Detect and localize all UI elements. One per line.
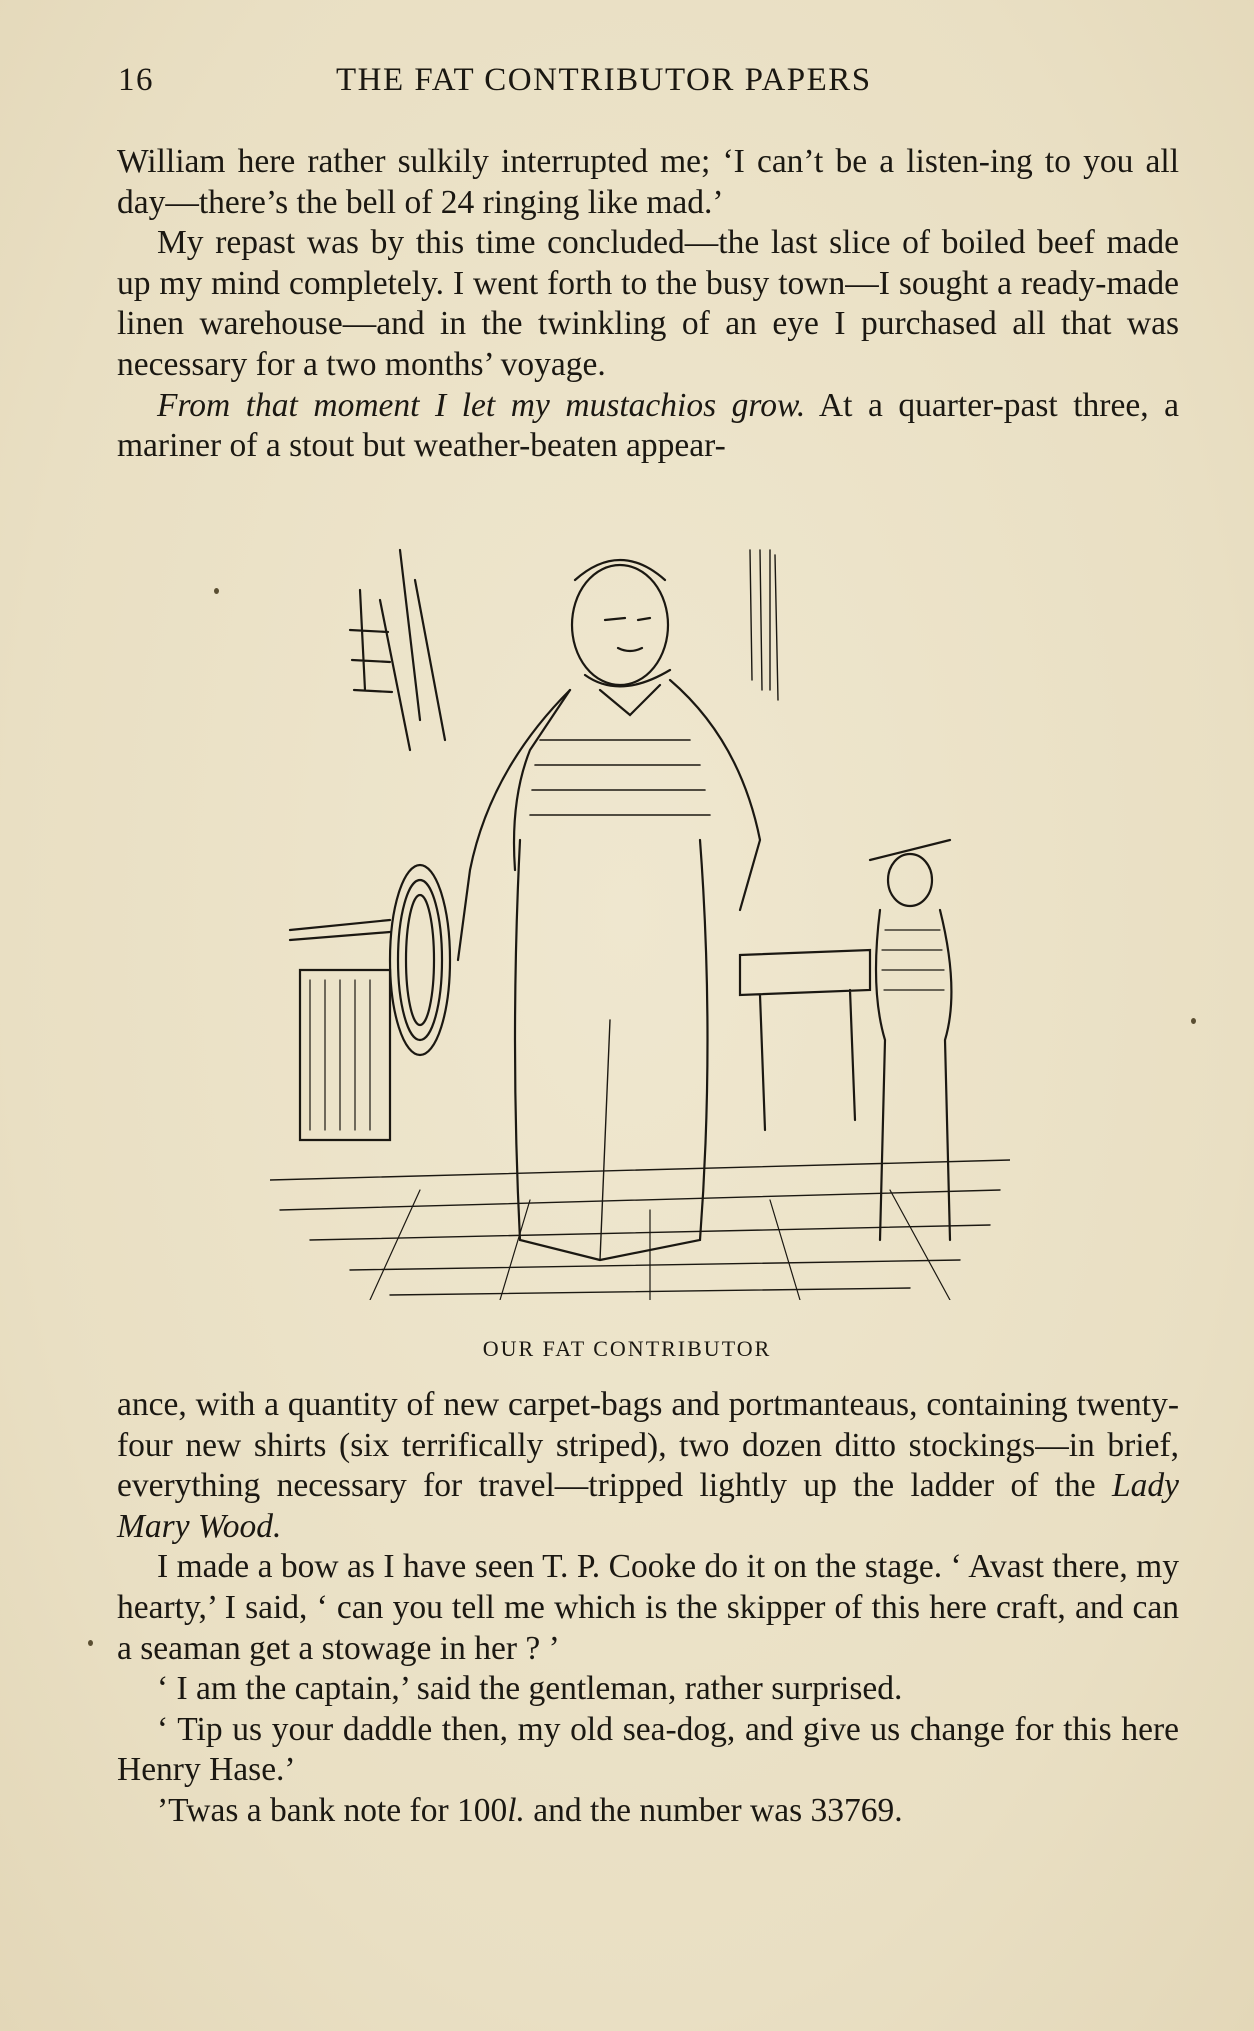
paragraph: ‘ I am the captain,’ said the gentleman, rather surprised. <box>157 1670 903 1708</box>
paragraph: I made a bow as I have seen T. P. Cooke do it on the stage. ‘ Avast there, my hearty,’ I said, ‘ can you tell me which is the skipper of this here craft, and can a seaman get a stowage in her ? ’ <box>117 1548 1179 1667</box>
paper-speck <box>1191 1018 1196 1024</box>
paragraph-text: ance, with a quantity of new carpet-bags and portmanteaus, containing twenty-four new shirts (six terrifically striped), two dozen ditto stockings—in brief, everything necessary for travel—tripped lightly up the ladder of the <box>117 1386 1179 1505</box>
page-number: 16 <box>118 62 154 98</box>
text-block-top <box>117 142 1179 467</box>
illustration-fat-contributor <box>270 540 1010 1300</box>
illustration-caption: OUR FAT CONTRIBUTOR <box>482 1336 772 1361</box>
paragraph-text: and the number was 33769. <box>524 1791 903 1829</box>
paragraph <box>117 1385 1179 1547</box>
currency-abbrev: l. <box>507 1791 525 1829</box>
paper-speck <box>88 1640 93 1646</box>
paragraph: ‘ Tip us your daddle then, my old sea-dog, and give us change for this here Henry Hase.’ <box>117 1710 1179 1789</box>
running-header <box>118 62 1178 102</box>
paragraph <box>117 1791 1179 1832</box>
italic-sentence: From that moment I let my mustachios grow. <box>157 386 806 424</box>
paper-speck <box>214 588 219 594</box>
paragraph: My repast was by this time concluded—the last slice of boiled beef made up my mind completely. I went forth to the busy town—I sought a ready-made linen warehouse—and in the twinkling of an eye I purchased all that was necessary for a two months’ voyage. <box>117 224 1179 383</box>
ship-name: Lady Mary Wood. <box>117 1467 1179 1545</box>
paragraph <box>117 386 1179 467</box>
paragraph-text: At a quarter-past three, a mariner of a stout but weather-beaten appear- <box>117 386 1179 465</box>
running-title: THE FAT CONTRIBUTOR PAPERS <box>336 62 872 98</box>
paragraph-text: ’Twas a bank note for 100 <box>157 1791 508 1829</box>
paragraph: William here rather sulkily interrupted me; ‘I can’t be a listen-ing to you all day—there’s the bell of 24 ringing like mad.’ <box>117 143 1179 221</box>
text-block-bottom <box>117 1385 1179 1832</box>
